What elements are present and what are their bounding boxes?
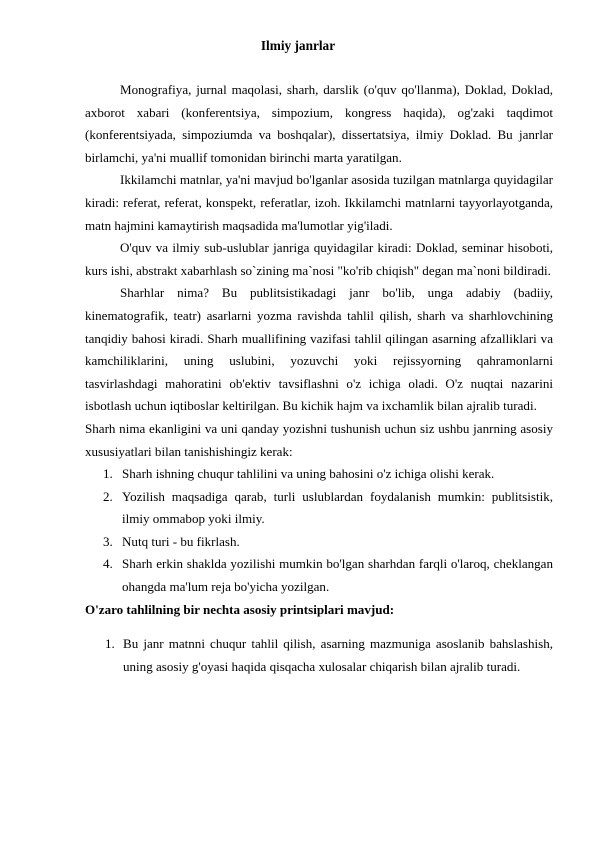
list-item-text: Sharh erkin shaklda yozilishi mumkin bo'lgan sharhdan farqli o'laroq, cheklangan ohangda ma'lum reja bo'yicha yozilgan. [122, 556, 553, 595]
list-item-text: Nutq turi - bu fikrlash. [122, 533, 240, 549]
paragraph-list-intro: Sharh nima ekanligini va uni qanday yozishni tushunish uchun siz ushbu janrning asosiy xususiyatlari bilan tanishishingiz kerak: [85, 420, 553, 459]
list-item-text: Bu janr matnni chuqur tahlil qilish, asarning mazmuniga asoslanib bahslashish, uning asosiy g'oyasi haqida qisqacha xulosalar chiqarish bilan ajralib turadi. [123, 636, 553, 674]
paragraph-primary-genres: Monografiya, jurnal maqolasi, sharh, darslik (o'quv qo'llanma), Doklad, Doklad, axborot xabari (konferentsiya, simpozium, kongress haqida), og'zaki taqdimot (konferentsiyada, simpoziumda va boshqalar), dissertatsiya, ilmiy Doklad. Bu janrlar birlamchi, ya'ni muallif tomonidan birinchi marta yaratilgan. [85, 82, 553, 165]
list-item-text: Yozilish maqsadiga qarab, turli uslublardan foydalanish mumkin: publitsistik, ilmiy ommabop yoki ilmiy. [122, 488, 553, 527]
section-heading: O'zaro tahlilning bir nechta asosiy printsiplari mavjud: [85, 601, 395, 617]
list-item-text: Sharh ishning chuqur tahlilini va uning bahosini o'z ichiga olishi kerak. [122, 466, 495, 482]
paragraph-secondary-texts: Ikkilamchi matnlar, ya'ni mavjud bo'lganlar asosida tuzilgan matnlarga quyidagilar kiradi: referat, referat, konspekt, referatlar, izoh. Ikkilamchi matnlarni tayyorlayotganda, matn hajmini kamaytirish maqsadida ma'lumotlar yig'iladi. [85, 172, 553, 233]
features-list [85, 463, 553, 599]
list-number: 1. [105, 636, 115, 652]
list-number: 1. [103, 466, 113, 482]
list-item [85, 531, 553, 554]
list-item [85, 463, 553, 486]
list-number: 3. [103, 533, 113, 549]
list-item [85, 486, 553, 531]
list-number: 2. [103, 488, 113, 504]
list-item [85, 553, 553, 598]
page-title: Ilmiy janrlar [260, 38, 336, 53]
paragraph-reviews: Sharhlar nima? Bu publitsistikadagi janr bo'lib, unga adabiy (badiiy, kinematografik, teatr) asarlarni yozma ravishda tahlil qilish, sharh va sharhlovchining tanqidiy bahosi kiradi. Sharh muallifining vazifasi tahlil qilingan asarning afzalliklari va kamchiliklarini, uning uslubini, yozuvchi yoki rejissyorning qahramonlarni tasvirlashdagi mahoratini ob'ektiv tavsiflashni o'z ichiga oladi. O'z nuqtai nazarini isbotlash uchun iqtiboslar keltirilgan. Bu kichik hajm va ixchamlik bilan ajralib turadi. [85, 285, 553, 414]
principles-list [85, 633, 553, 678]
body-text [85, 79, 553, 678]
list-item [85, 633, 553, 678]
list-number: 4. [103, 556, 113, 572]
paragraph-substyles: O'quv va ilmiy sub-uslublar janriga quyidagilar kiradi: Doklad, seminar hisoboti, kurs ishi, abstrakt xabarhlash so`zining ma`nosi "ko'rib chiqish" degan ma`noni bildiradi. [85, 240, 553, 278]
